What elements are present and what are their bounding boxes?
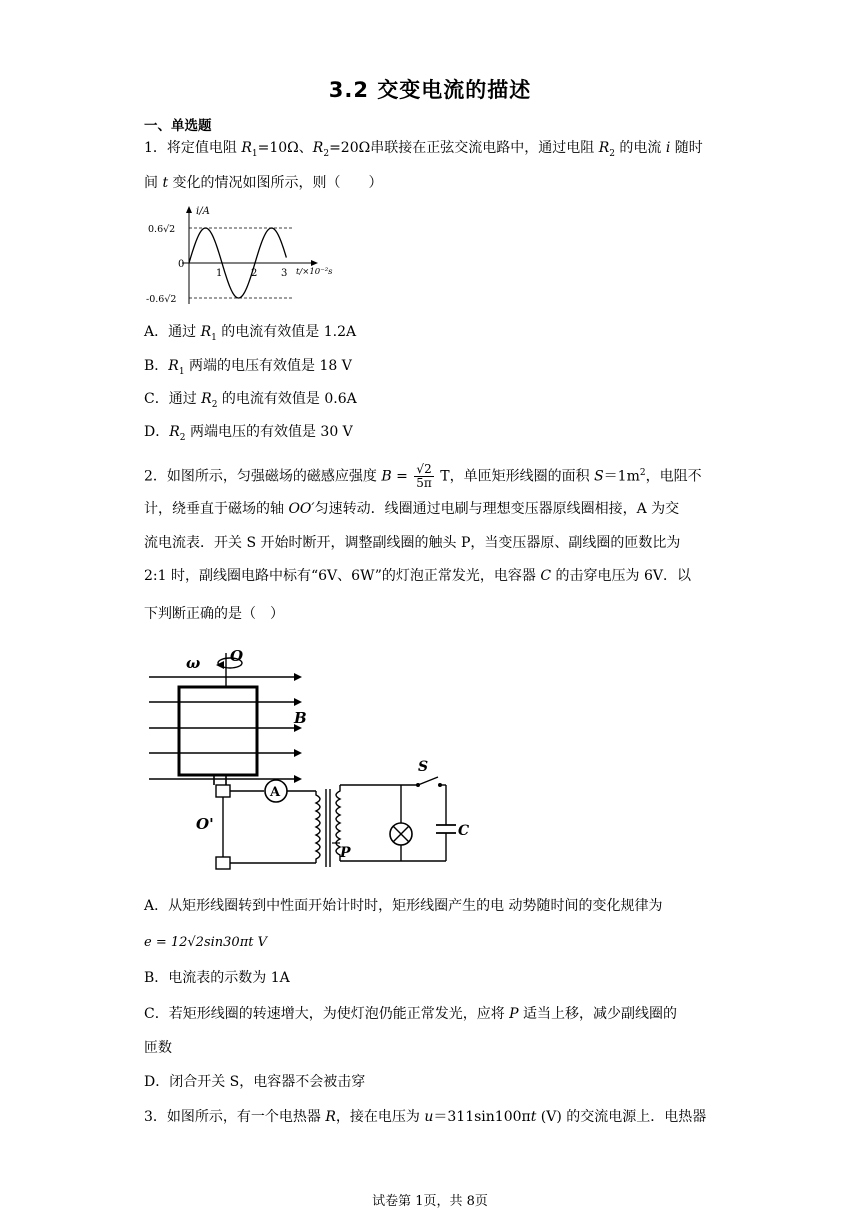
field-arrow-5 bbox=[294, 775, 302, 783]
y-max-label: 0.6√2 bbox=[148, 224, 176, 235]
q2-option-a-formula: e = 12√2sin30πt V bbox=[144, 935, 267, 950]
section-heading: 一、单选题 bbox=[144, 118, 212, 134]
y-axis-arrow bbox=[186, 206, 192, 213]
x-tick-1: 1 bbox=[216, 268, 223, 279]
field-arrow-4 bbox=[294, 749, 302, 757]
switch-contact bbox=[438, 783, 442, 787]
page-title: 3.2 交变电流的描述 bbox=[328, 78, 532, 102]
q2-option-c-line2: 匝数 bbox=[144, 1040, 172, 1056]
field-b-label: B bbox=[294, 709, 307, 727]
q2-stem-line5: 下判断正确的是（ ） bbox=[144, 606, 284, 622]
ammeter-label: A bbox=[270, 785, 281, 800]
y-min-label: -0.6√2 bbox=[146, 294, 177, 305]
x-axis-arrow bbox=[311, 260, 318, 266]
q2-stem-line3: 流电流表．开关 S 开始时断开，调整副线圈的触头 P，当变压器原、副线圈的匝数比为 bbox=[144, 535, 681, 551]
q3-stem-line1: 3．如图所示，有一个电热器 R，接在电压为 u＝311sin100πt (V) 的交流电源上．电热器 bbox=[144, 1109, 707, 1125]
axis-o-prime-label: O' bbox=[196, 815, 214, 833]
x-tick-2: 2 bbox=[251, 268, 258, 279]
capacitor-c-label: C bbox=[458, 823, 470, 839]
switch-s-label: S bbox=[418, 759, 429, 775]
q1-stem-line2: 间 t 变化的情况如图所示，则（ ） bbox=[144, 175, 383, 191]
q1-current-graph bbox=[144, 204, 344, 310]
rotation-arrow bbox=[216, 661, 224, 669]
q2-option-b[interactable]: B．电流表的示数为 1A bbox=[144, 970, 290, 986]
q2-option-a-line1[interactable]: A．从矩形线圈转到中性面开始计时时，矩形线圈产生的电 动势随时间的变化规律为 bbox=[144, 898, 663, 914]
contact-p-label: P bbox=[340, 845, 351, 861]
x-axis-label: t/×10⁻²s bbox=[296, 267, 333, 277]
q1-option-a[interactable]: A．通过 $R_1$ 的电流有效值是 1.2A bbox=[144, 324, 357, 343]
q1-stem-line1: 1．将定值电阻 $R_1=10\Omega$、$R_2=20\Omega$串联接在正弦交流电路中，通过电阻 $R_2$ 的电流 i 随时 bbox=[144, 140, 703, 159]
q1-option-d[interactable]: D．$R_2$ 两端电压的有效值是 30 V bbox=[144, 424, 353, 443]
q2-generator-circuit-figure bbox=[144, 645, 474, 885]
q1-option-c[interactable]: C．通过 $R_2$ 的电流有效值是 0.6A bbox=[144, 391, 357, 410]
q2-option-d[interactable]: D．闭合开关 S，电容器不会被击穿 bbox=[144, 1074, 366, 1090]
switch-pivot bbox=[416, 783, 420, 787]
field-arrow-1 bbox=[294, 673, 302, 681]
q2-option-c-line1[interactable]: C．若矩形线圈的转速增大，为使灯泡仍能正常发光，应将 P 适当上移，减少副线圈的 bbox=[144, 1006, 678, 1022]
q1-option-b[interactable]: B．$R_1$ 两端的电压有效值是 18 V bbox=[144, 358, 352, 377]
b-fraction: $\frac{√2}{5\pi}$ bbox=[416, 462, 432, 491]
omega-label: ω bbox=[186, 654, 201, 672]
x-tick-3: 3 bbox=[281, 268, 288, 279]
field-arrow-2 bbox=[294, 698, 302, 706]
q2-stem-line4: 2:1 时，副线圈电路中标有“6V、6W”的灯泡正常发光，电容器 C 的击穿电压为 6V．以 bbox=[144, 568, 691, 584]
y-axis-label: i/A bbox=[196, 206, 210, 217]
q2-stem-line1: 2．如图所示，匀强磁场的磁感应强度 B = $\frac{√2}{5\pi}$ T，单匝矩形线圈的面积 $S=1m^2$，电阻不 bbox=[144, 462, 702, 491]
page-footer: 试卷第 1页，共 8页 bbox=[372, 1194, 488, 1209]
origin-label: 0 bbox=[178, 259, 185, 270]
q2-stem-line2: 计，绕垂直于磁场的轴 OO′匀速转动．线圈通过电刷与理想变压器原线圈相接，A 为交 bbox=[144, 501, 680, 517]
axis-o-label: O bbox=[230, 647, 244, 665]
